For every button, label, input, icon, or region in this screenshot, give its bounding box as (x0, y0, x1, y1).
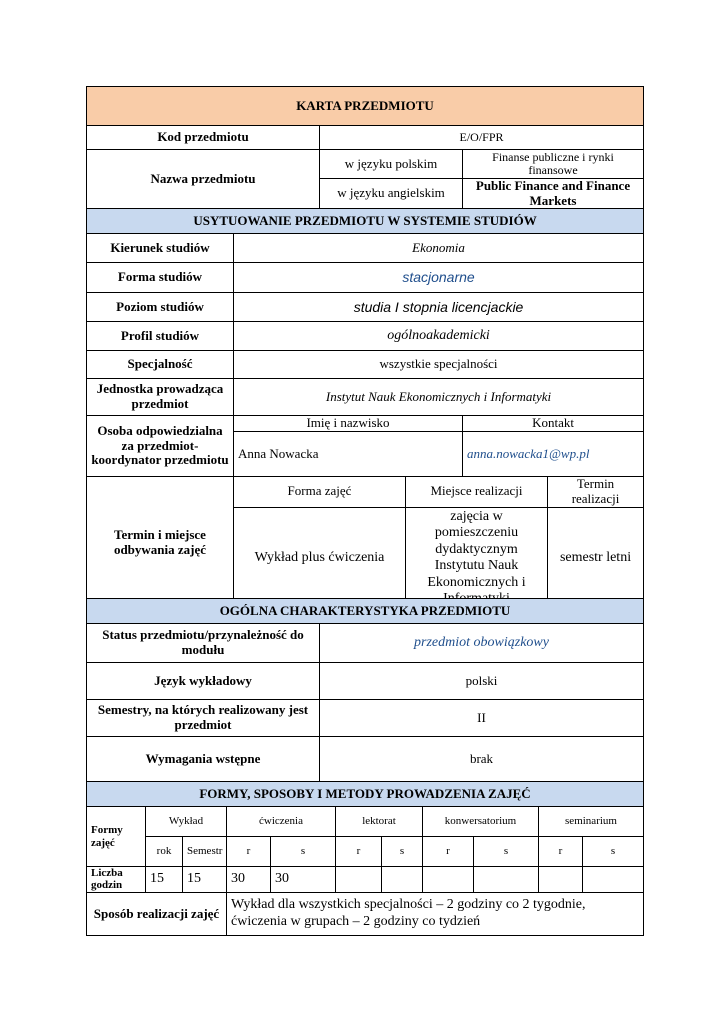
liczba-value (539, 867, 583, 893)
sposob-label: Sposób realizacji zajęć (87, 893, 227, 936)
nazwa-pl-value: Finanse publiczne i rynki finansowe (463, 150, 644, 179)
section-usytuowanie: USYTUOWANIE PRZEDMIOTU W SYSTEMIE STUDIÓW (87, 209, 644, 234)
osoba-email[interactable]: anna.nowacka1@wp.pl (463, 432, 644, 477)
poziom-label: Poziom studiów (87, 293, 234, 322)
osoba-name: Anna Nowacka (234, 432, 463, 477)
status-label: Status przedmiotu/przynależność do modułu (87, 624, 320, 663)
liczba-value (583, 867, 644, 893)
wymagania-value: brak (320, 737, 644, 782)
jednostka-label: Jednostka prowadząca przedmiot (87, 379, 234, 416)
sposob-value: Wykład dla wszystkich specjalności – 2 godziny co 2 tygodnie, ćwiczenia w grupach – 2 godziny co tydzień (227, 893, 644, 936)
usytuowanie-table (86, 208, 644, 610)
formy-type-lektorat: lektorat (336, 807, 423, 837)
formy-sub: r (539, 837, 583, 867)
liczba-value: 30 (227, 867, 271, 893)
formy-type-konwersatorium: konwersatorium (423, 807, 539, 837)
termin-termin-value: semestr letni (548, 507, 644, 609)
jednostka-value: Instytut Nauk Ekonomicznych i Informatyki (234, 379, 644, 416)
osoba-label: Osoba odpowiedzialna za przedmiot- koordynator przedmiotu (87, 416, 234, 477)
nazwa-label: Nazwa przedmiotu (87, 150, 320, 209)
section-charakterystyka: OGÓLNA CHARAKTERYSTYKA PRZEDMIOTU (87, 599, 644, 624)
formy-sub: r (336, 837, 382, 867)
liczba-value (423, 867, 474, 893)
status-value: przedmiot obowiązkowy (320, 624, 644, 663)
formy-label: Formy zajęć (87, 807, 146, 867)
poziom-value: studia I stopnia licencjackie (234, 293, 644, 322)
kierunek-label: Kierunek studiów (87, 234, 234, 263)
semestry-label: Semestry, na których realizowany jest przedmiot (87, 700, 320, 737)
section-formy: FORMY, SPOSOBY I METODY PROWADZENIA ZAJĘĆ (87, 782, 644, 807)
termin-forma-value: Wykład plus ćwiczenia (234, 507, 406, 609)
liczba-value: 15 (183, 867, 227, 893)
nazwa-pl-label: w języku polskim (320, 150, 463, 179)
formy-table (86, 781, 644, 893)
nazwa-en-label: w języku angielskim (320, 179, 463, 209)
osoba-name-header: Imię i nazwisko (234, 416, 463, 432)
course-header-table (86, 86, 644, 209)
termin-termin-header: Termin realizacji (548, 477, 644, 508)
sposob-table (86, 892, 644, 936)
wymagania-label: Wymagania wstępne (87, 737, 320, 782)
liczba-value: 15 (146, 867, 183, 893)
liczba-value (474, 867, 539, 893)
termin-label: Termin i miejsce odbywania zajęć (87, 477, 234, 610)
karta-title: KARTA PRZEDMIOTU (87, 87, 644, 126)
formy-sub: s (382, 837, 423, 867)
formy-type-seminarium: seminarium (539, 807, 644, 837)
kod-label: Kod przedmiotu (87, 126, 320, 150)
liczba-godzin-label: Liczba godzin (87, 867, 146, 893)
kod-value: E/O/FPR (320, 126, 644, 150)
formy-sub: r (423, 837, 474, 867)
nazwa-en-value: Public Finance and Finance Markets (463, 179, 644, 209)
jezyk-label: Język wykładowy (87, 663, 320, 700)
termin-forma-header: Forma zajęć (234, 477, 406, 508)
profil-value: ogólnoakademicki (234, 322, 644, 351)
termin-miejsce-value: zajęcia w pomieszczeniu dydaktycznym Instytutu Nauk Ekonomicznych i (406, 507, 548, 609)
formy-sub: s (474, 837, 539, 867)
liczba-value: 30 (271, 867, 336, 893)
formy-sub: s (583, 837, 644, 867)
specjalnosc-value: wszystkie specjalności (234, 351, 644, 379)
osoba-contact-header: Kontakt (463, 416, 644, 432)
liczba-value (336, 867, 382, 893)
forma-value: stacjonarne (234, 263, 644, 293)
formy-sub: r (227, 837, 271, 867)
formy-sub: rok (146, 837, 183, 867)
charakterystyka-table (86, 598, 644, 782)
kierunek-value: Ekonomia (234, 234, 644, 263)
profil-label: Profil studiów (87, 322, 234, 351)
forma-label: Forma studiów (87, 263, 234, 293)
jezyk-value: polski (320, 663, 644, 700)
termin-miejsce-header: Miejsce realizacji (406, 477, 548, 508)
liczba-value (382, 867, 423, 893)
formy-type-cwiczenia: ćwiczenia (227, 807, 336, 837)
formy-type-wyklad: Wykład (146, 807, 227, 837)
formy-sub: Semestr (183, 837, 227, 867)
formy-sub: s (271, 837, 336, 867)
semestry-value: II (320, 700, 644, 737)
specjalnosc-label: Specjalność (87, 351, 234, 379)
